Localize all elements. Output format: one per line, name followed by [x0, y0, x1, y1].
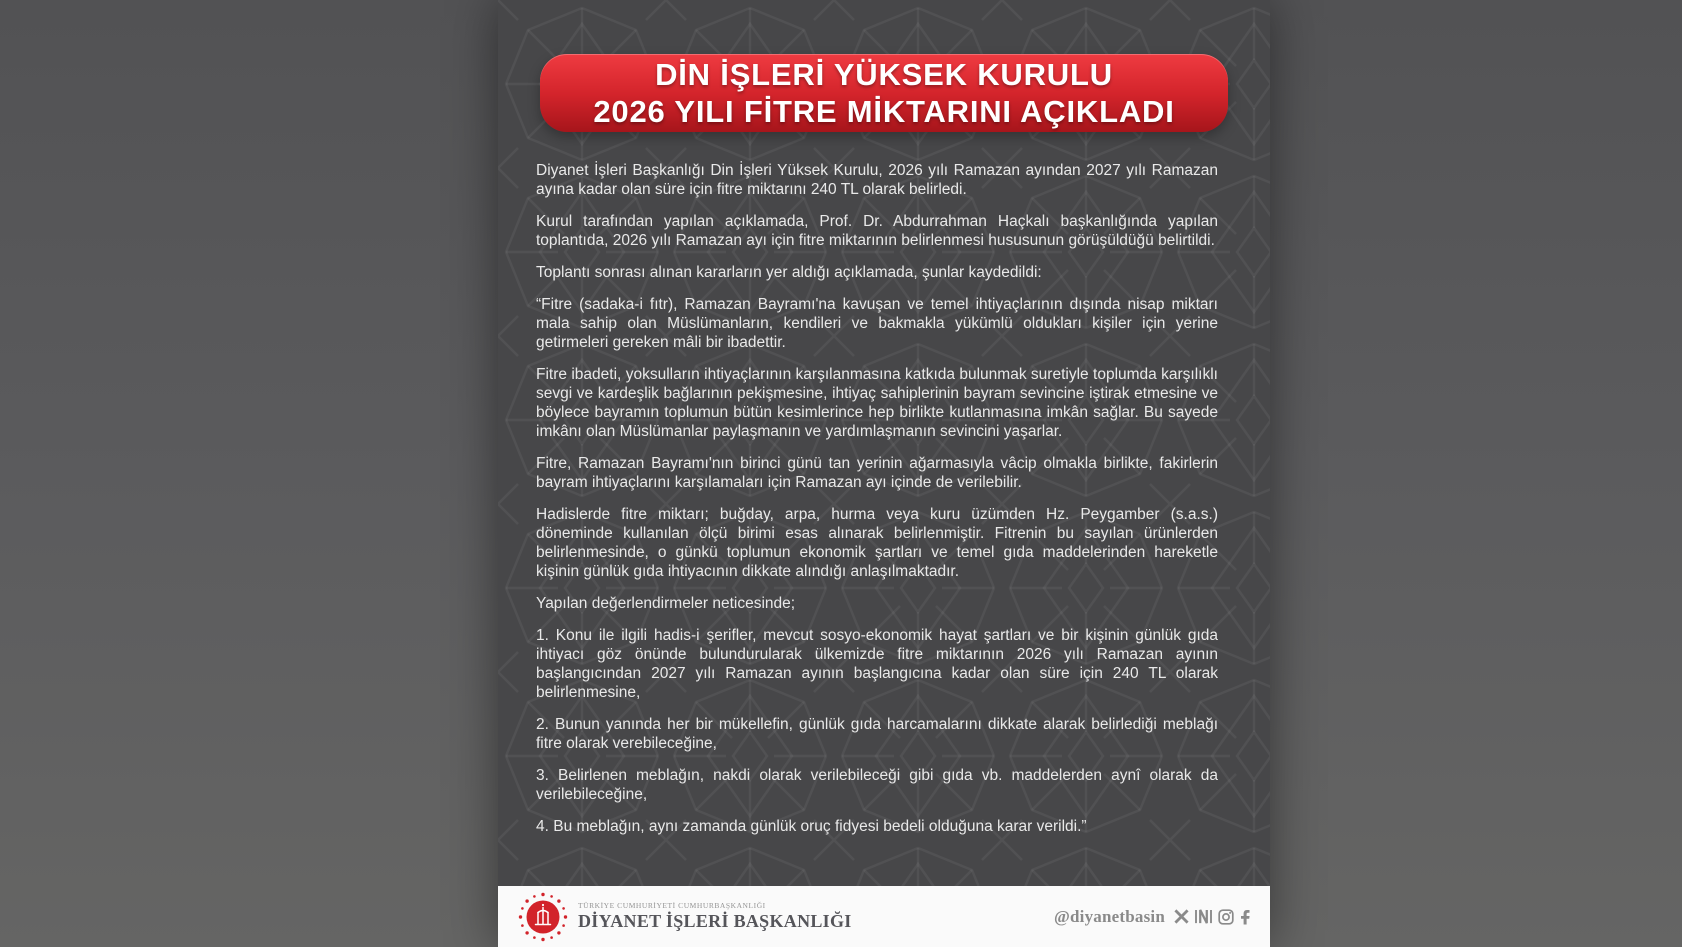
banner-line-2: 2026 YILI FİTRE MİKTARINI AÇIKLADI — [593, 94, 1175, 129]
announcement-paragraph: 2. Bunun yanında her bir mükellefin, günlük gıda harcamalarını dikkate alarak belirlediği meblağı fitre olarak verebileceğine, — [536, 716, 1218, 752]
announcement-paragraph: 4. Bu meblağın, aynı zamanda günlük oruç fidyesi bedeli olduğuna karar verildi.” — [536, 818, 1087, 835]
announcement-paragraph: Fitre ibadeti, yoksulların ihtiyaçlarının karşılanmasına katkıda bulunmak suretiyle toplumda karşılıklı sevgi ve kardeşlik bağlarının pekişmesine, ihtiyaç sahiplerinin bayram sevincine iştirak etmesine ve böylece bayramın toplumun bütün kesimlerince hep birlikte kutlanmasına imkân sağlar. Bu sayede imkânı olan Müslümanlar paylaşmanın ve yardımlaşmanın sevincini yaşarlar. — [536, 366, 1218, 440]
banner-line-1: DİN İŞLERİ YÜKSEK KURULU — [655, 57, 1113, 92]
diyanet-logo — [517, 891, 569, 943]
org-name-block — [578, 901, 852, 932]
announcement-body — [498, 132, 1270, 886]
x-icon — [1174, 909, 1189, 924]
announcement-paragraph: 1. Konu ile ilgili hadis-i şerifler, mevcut sosyo-ekonomik hayat şartları ve bir kişinin günlük gıda ihtiyacı göz önünde bulundurularak ülkemizde fitre miktarının 2026 yılı Ramazan ayının başlangıcından 2027 yılı Ramazan ayının başlangıcına kadar olan süre için 240 TL olarak belirlenmesine, — [536, 627, 1218, 701]
announcement-paragraph: Fitre, Ramazan Bayramı'nın birinci günü tan yerinin ağarmasıyla vâcip olmakla birlikte, fakirlerin bayram ihtiyaçlarını karşılamaları için Ramazan ayı içinde de verilebilir. — [536, 455, 1218, 491]
facebook-icon — [1239, 909, 1250, 925]
footer-org-lockup — [517, 891, 852, 943]
social-handle: @diyanetbasin — [1054, 906, 1165, 926]
title-banner — [540, 54, 1228, 132]
footer-social — [1054, 907, 1250, 927]
announcement-paragraph: Toplantı sonrası alınan kararların yer aldığı açıklamada, şunlar kaydedildi: — [536, 264, 1042, 281]
nsosyal-icon — [1194, 909, 1213, 924]
announcement-paragraph: “Fitre (sadaka-i fıtr), Ramazan Bayramı'na kavuşan ve temel ihtiyaçlarının dışında nisap miktarı mala sahip olan Müslümanların, kendileri ve bakmakla yükümlü oldukları kişiler için yerine getirmeleri gereken mâli bir ibadettir. — [536, 296, 1218, 351]
org-name-small: TÜRKİYE CUMHURİYETİ CUMHURBAŞKANLIĞI — [578, 901, 766, 910]
announcement-paragraph: Yapılan değerlendirmeler neticesinde; — [536, 595, 796, 612]
announcement-paragraph: Diyanet İşleri Başkanlığı Din İşleri Yüksek Kurulu, 2026 yılı Ramazan ayından 2027 yılı Ramazan ayına kadar olan süre için fitre miktarını 240 TL olarak belirledi. — [536, 162, 1218, 198]
social-icon-row — [1174, 909, 1250, 925]
org-name-large: DİYANET İŞLERİ BAŞKANLIĞI — [578, 911, 852, 931]
instagram-icon — [1218, 909, 1234, 925]
announcement-paragraph: Hadislerde fitre miktarı; buğday, arpa, hurma veya kuru üzümden Hz. Peygamber (s.a.s.) döneminde kullanılan ölçü birimi esas alınarak belirlenmiştir. Fitrenin bu sayılan ürünlerden belirlenmesinde, o günkü toplumun ekonomik şartları ve temel gıda maddelerinden hareketle kişinin günlük gıda ihtiyacının dikkate alındığı anlaşılmaktadır. — [536, 506, 1218, 580]
announcement-paragraph: 3. Belirlenen meblağın, nakdi olarak verilebileceği gibi gıda vb. maddelerden aynî olarak da verilebileceğine, — [536, 767, 1218, 803]
footer-bar — [498, 886, 1270, 947]
announcement-card — [498, 0, 1270, 947]
announcement-paragraph: Kurul tarafından yapılan açıklamada, Prof. Dr. Abdurrahman Haçkalı başkanlığında yapılan toplantıda, 2026 yılı Ramazan ayı için fitre miktarının belirlenmesi hususunun görüşüldüğü belirtildi. — [536, 213, 1218, 249]
